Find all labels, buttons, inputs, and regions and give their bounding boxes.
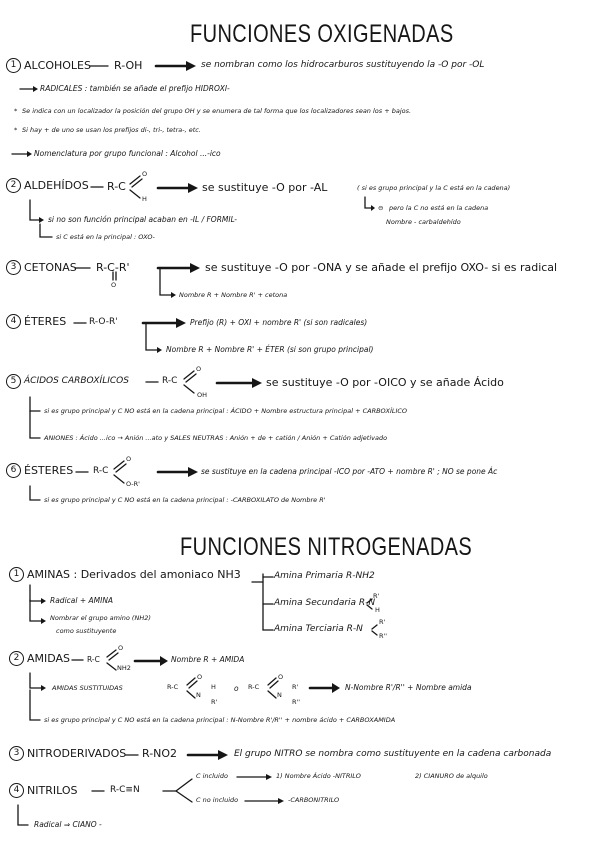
alcoholes-label: ALCOHOLES <box>24 59 91 72</box>
esteres-label: ÉSTERES <box>24 464 74 477</box>
acidos-formula: R-C <box>162 376 178 386</box>
nitrilos-c-incluido-rule1: 1) Nombre Ácido -NITRILO <box>276 772 361 780</box>
aldehidos-formula-top: O <box>142 170 148 178</box>
nitroderivados-formula: R-NO2 <box>142 747 178 760</box>
alcoholes-note2: Si hay + de uno se usan los prefijos di-, tri-, tetra-, etc. <box>22 126 201 134</box>
acidos-label: ÁCIDOS CARBOXÍLICOS <box>24 376 129 386</box>
oxigenadas-title: FUNCIONES OXIGENADAS <box>190 20 454 48</box>
eteres-number: 4 <box>6 314 21 329</box>
amida-sust1-main: R-C <box>167 683 179 691</box>
amina-terciaria: Amina Terciaria R-N <box>274 624 363 634</box>
aminas-grupo-amino: Nombrar el grupo amino (NH2) <box>50 614 151 622</box>
acidos-formula-top: O <box>196 365 202 373</box>
cetonas-formula-bottom: O <box>111 281 117 289</box>
nitrilos-c-incluido: C incluido <box>196 772 228 780</box>
eteres-label: ÉTERES <box>24 315 67 328</box>
aldehidos-side2: Nombre - carbaldehído <box>386 218 461 226</box>
aminas-number: 1 <box>9 567 24 582</box>
amina-secundaria-top: R' <box>373 592 380 600</box>
amidas-label: AMIDAS <box>27 652 71 665</box>
eteres-formula: R-O-R' <box>89 317 118 327</box>
amidas-o-word: o <box>234 684 239 693</box>
nitrilos-radical: Radical ⇒ CIANO - <box>34 820 102 829</box>
cetonas-label: CETONAS <box>24 261 77 274</box>
amina-terciaria-bottom: R'' <box>379 632 388 640</box>
nitroderivados-number: 3 <box>9 746 24 761</box>
nitrilos-number: 4 <box>9 783 24 798</box>
esteres-formula: R-C <box>93 466 109 476</box>
esteres-sub: si es grupo principal y C NO está en la cadena principal : -CARBOXILATO de Nombre R' <box>44 496 326 504</box>
amida-sust2-n: N <box>277 691 282 699</box>
aldehidos-label: ALDEHÍDOS <box>24 179 89 192</box>
nitrilos-c-incluido-rule2: 2) CIANURO de alquilo <box>415 772 488 780</box>
aldehidos-side-icon: ⊖ <box>378 204 384 212</box>
amida-sust2-top: O <box>278 673 284 681</box>
amida-sust1-top: O <box>197 673 203 681</box>
nitroderivados-label: NITRODERIVADOS <box>27 747 127 760</box>
amidas-sub: si es grupo principal y C NO está en la cadena principal : N-Nombre R'/R'' + nombre ácido + CARBOXAMIDA <box>44 716 396 724</box>
nitrilos-formula: R-C≡N <box>110 785 140 795</box>
aldehidos-side1: pero la C no está en la cadena <box>389 204 489 212</box>
esteres-number: 6 <box>6 463 21 478</box>
acidos-number: 5 <box>6 374 21 389</box>
aldehidos-sub2: si C está en la principal : OXO- <box>56 233 155 241</box>
aldehidos-number: 2 <box>6 178 21 193</box>
aldehidos-note: ( si es grupo principal y la C está en la cadena) <box>357 184 511 192</box>
nitrilos-c-no-incluido: C no incluido <box>196 796 239 804</box>
amidas-formula-top: O <box>118 644 124 652</box>
esteres-formula-bottom: O-R' <box>126 480 140 488</box>
amina-secundaria-bottom: H <box>375 606 380 614</box>
acidos-formula-bottom: OH <box>197 391 208 399</box>
alcoholes-note2-bullet: * <box>14 126 18 134</box>
nitrilos-c-no-incluido-rule: -CARBONITRILO <box>288 796 340 804</box>
cetonas-sub: Nombre R + Nombre R' + cetona <box>179 291 288 299</box>
nitrilos-label: NITRILOS <box>27 784 78 797</box>
alcoholes-note1: Se indica con un localizador la posición del grupo OH y se enumera de tal forma que los localizadores sean los + bajos. <box>22 107 412 115</box>
esteres-rule: se sustituye en la cadena principal -ICO por -ATO + nombre R' ; NO se pone Ác <box>201 467 498 476</box>
amidas-sustituidas-label: AMIDAS SUSTITUIDAS <box>52 684 123 692</box>
acidos-rule: se sustituye -O por -OICO y se añade Ácido <box>266 376 504 389</box>
amida-sust1-n: N <box>196 691 201 699</box>
amida-sust1-nbot: R' <box>211 698 218 706</box>
nitroderivados-rule: El grupo NITRO se nombra como sustituyente en la cadena carbonada <box>234 749 552 759</box>
aminas-radical: Radical + AMINA <box>50 596 114 605</box>
amina-secundaria: Amina Secundaria R-N <box>274 598 376 608</box>
aminas-sustituyente: como sustituyente <box>56 627 117 635</box>
nitrogenadas-title: FUNCIONES NITROGENADAS <box>180 533 473 561</box>
cetonas-number: 3 <box>6 260 21 275</box>
aldehidos-formula: R-C <box>107 180 126 193</box>
cetonas-rule: se sustituye -O por -ONA y se añade el prefijo OXO- si es radical <box>205 261 558 274</box>
alcoholes-rule: se nombran como los hidrocarburos sustituyendo la -O por -OL <box>201 60 485 70</box>
esteres-formula-top: O <box>126 455 132 463</box>
eteres-rule2: Nombre R + Nombre R' + ÉTER (si son grupo principal) <box>166 345 374 354</box>
acidos-sub1: si es grupo principal y C NO está en la cadena principal : ÁCIDO + Nombre estructura principal + CARBOXÍLICO <box>44 407 408 415</box>
amina-primaria: Amina Primaria R-NH2 <box>274 571 375 581</box>
aldehidos-rule: se sustituye -O por -AL <box>202 181 328 194</box>
amidas-formula-bottom: NH2 <box>117 664 131 672</box>
aldehidos-sub1: si no son función principal acaban en -IL / FORMIL- <box>48 215 237 224</box>
alcoholes-number: 1 <box>6 58 21 73</box>
amidas-formula: R-C <box>87 655 100 664</box>
aldehidos-formula-bottom: H <box>142 195 147 203</box>
amidas-rule: Nombre R + AMIDA <box>171 655 245 664</box>
acidos-sub2: ANIONES : Ácido ...ico → Anión ...ato y SALES NEUTRAS : Anión + de + catión / Anión + Catión adjetivado <box>44 434 388 442</box>
alcoholes-note1-bullet: * <box>14 107 18 115</box>
amida-sust1-ntop: H <box>211 683 216 691</box>
aminas-label: AMINAS : Derivados del amoniaco NH3 <box>27 568 241 581</box>
alcoholes-formula: R-OH <box>114 59 143 72</box>
amida-sust2-nbot: R'' <box>292 698 301 706</box>
amidas-number: 2 <box>9 651 24 666</box>
alcoholes-radicales: RADICALES : también se añade el prefijo HIDROXI- <box>40 84 230 93</box>
amina-terciaria-top: R' <box>379 618 386 626</box>
amida-sust2-ntop: R' <box>292 683 299 691</box>
alcoholes-nomenclatura: Nomenclatura por grupo funcional : Alcohol ...-ico <box>34 149 221 158</box>
cetonas-formula: R-C-R' <box>96 261 130 274</box>
amida-sust2-main: R-C <box>248 683 260 691</box>
amidas-sust-rule: N-Nombre R'/R'' + Nombre amida <box>345 683 472 692</box>
eteres-rule1: Prefijo (R) + OXI + nombre R' (si son radicales) <box>190 318 368 327</box>
